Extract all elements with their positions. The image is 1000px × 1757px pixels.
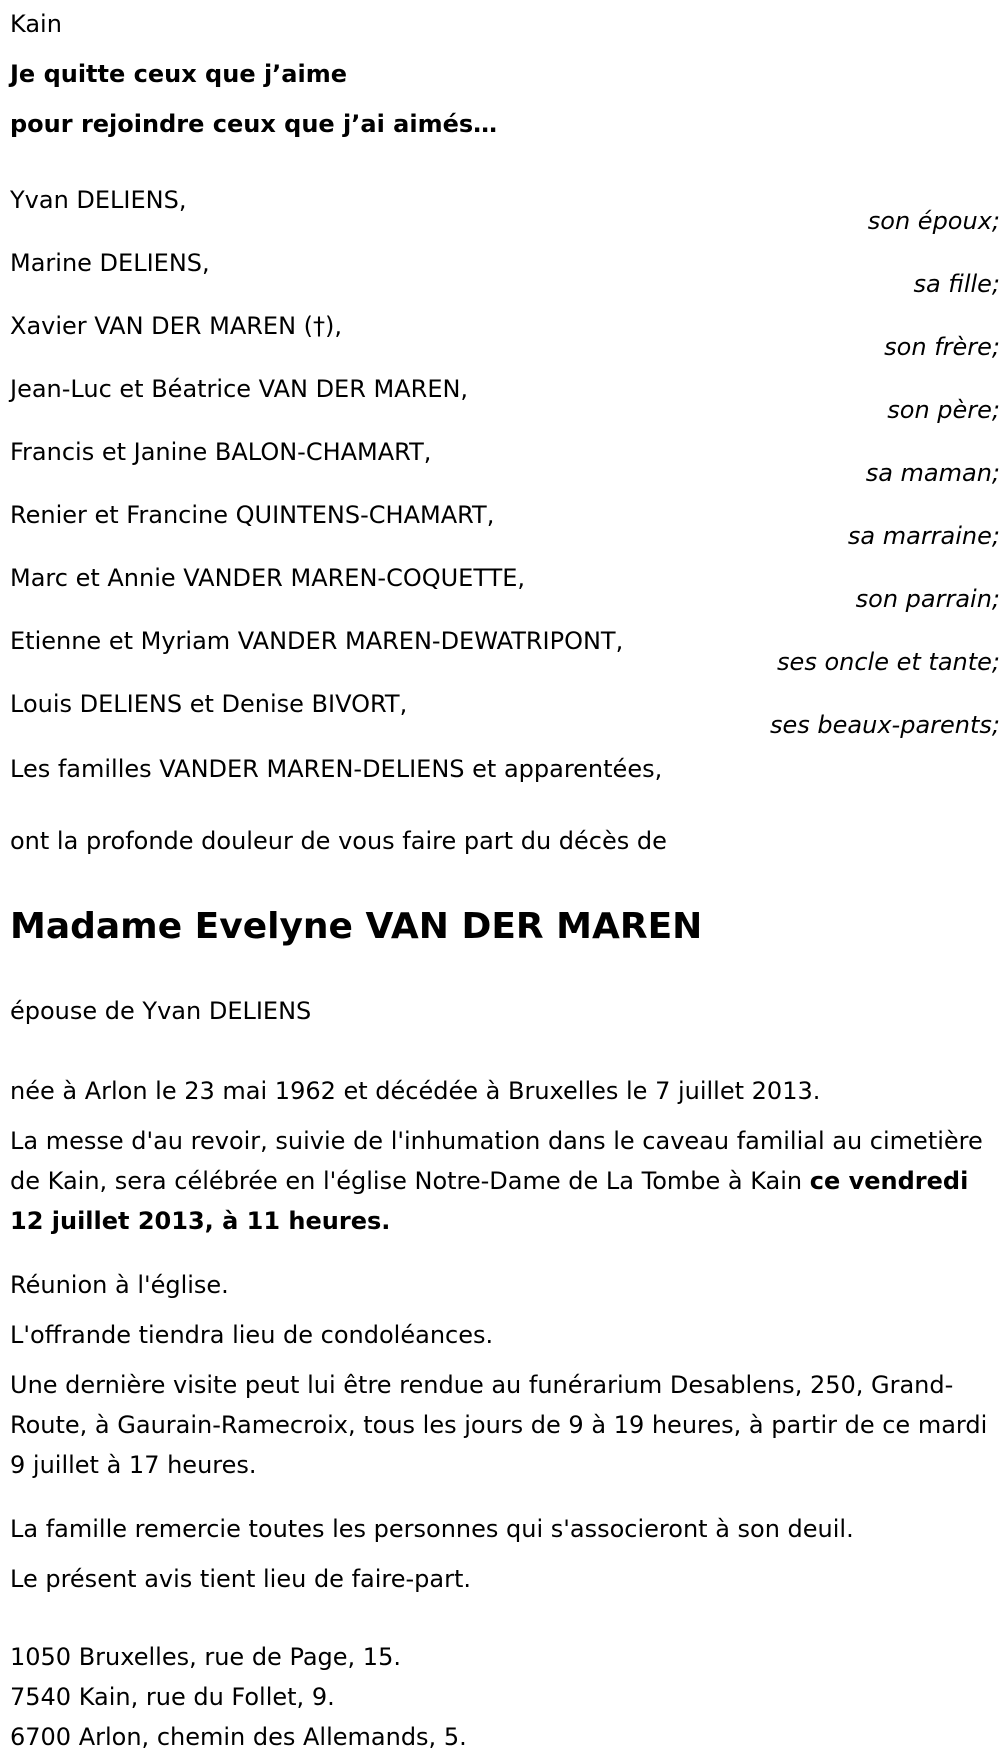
family-row: [10, 182, 1000, 245]
family-member-name: Marine DELIENS,: [10, 249, 210, 277]
family-row: [10, 497, 1000, 560]
quote-line-2: pour rejoindre ceux que j’ai aimés…: [10, 110, 498, 138]
meeting-line: Réunion à l'église.: [10, 1271, 229, 1299]
deceased-name: Madame Evelyne VAN DER MAREN: [10, 906, 703, 947]
mass-text: La messe d'au revoir, suivie de l'inhumation dans le caveau familial au cimetière de Kain, sera célébrée en l'église Notre-Dame de La Tombe à Kain: [10, 1127, 983, 1195]
family-row: [10, 434, 1000, 497]
family-member-relation: son père;: [887, 396, 1000, 424]
family-member-relation: son époux;: [867, 207, 1000, 235]
visit-paragraph: Une dernière visite peut lui être rendue au funérarium Desablens, 250, Grand-Route, à Gaurain-Ramecroix, tous les jours de 9 à 19 heures, à partir de ce mardi 9 juillet à 17 heures.: [10, 1371, 988, 1479]
address-line: 1050 Bruxelles, rue de Page, 15.: [10, 1643, 401, 1671]
obituary-notice: [0, 4, 1000, 1757]
family-row: [10, 308, 1000, 371]
family-member-relation: sa maman;: [865, 459, 1000, 487]
address-line: 7540 Kain, rue du Follet, 9.: [10, 1683, 335, 1711]
family-member-name: Xavier VAN DER MAREN (†),: [10, 312, 343, 340]
birth-death-dates: née à Arlon le 23 mai 1962 et décédée à Bruxelles le 7 juillet 2013.: [10, 1077, 821, 1105]
family-row: [10, 560, 1000, 623]
address-line: 6700 Arlon, chemin des Allemands, 5.: [10, 1723, 467, 1751]
offering-line: L'offrande tiendra lieu de condoléances.: [10, 1321, 494, 1349]
family-row: [10, 686, 1000, 749]
family-member-name: Jean-Luc et Béatrice VAN DER MAREN,: [10, 375, 469, 403]
family-member-name: Marc et Annie VANDER MAREN-COQUETTE,: [10, 564, 526, 592]
thanks-line: La famille remercie toutes les personnes qui s'associeront à son deuil.: [10, 1515, 854, 1543]
family-member-relation: son parrain;: [855, 585, 1000, 613]
families-line: Les familles VANDER MAREN-DELIENS et apparentées,: [10, 755, 663, 783]
announcement-text: ont la profonde douleur de vous faire part du décès de: [10, 827, 667, 855]
family-row: [10, 623, 1000, 686]
mass-datetime: ce vendredi 12 juillet 2013, à 11 heures.: [10, 1167, 969, 1235]
family-member-name: Louis DELIENS et Denise BIVORT,: [10, 690, 408, 718]
family-member-relation: ses beaux-parents;: [770, 711, 1000, 739]
quote-line-1: Je quitte ceux que j’aime: [10, 60, 348, 88]
family-member-relation: sa marraine;: [847, 522, 1000, 550]
family-member-relation: son frère;: [884, 333, 1000, 361]
family-row: [10, 245, 1000, 308]
family-member-name: Renier et Francine QUINTENS-CHAMART,: [10, 501, 495, 529]
notice-line: Le présent avis tient lieu de faire-part.: [10, 1565, 472, 1593]
spouse-line: épouse de Yvan DELIENS: [10, 997, 312, 1025]
family-member-name: Yvan DELIENS,: [10, 186, 187, 214]
town-label: Kain: [10, 10, 62, 38]
family-member-name: Francis et Janine BALON-CHAMART,: [10, 438, 432, 466]
address-list: [10, 1637, 1000, 1757]
family-member-relation: sa fille;: [913, 270, 1000, 298]
mass-paragraph: [10, 1121, 1000, 1241]
family-row: [10, 371, 1000, 434]
family-list: [10, 182, 1000, 789]
family-member-name: Etienne et Myriam VANDER MAREN-DEWATRIPONT,: [10, 627, 624, 655]
family-member-relation: ses oncle et tante;: [777, 648, 1000, 676]
